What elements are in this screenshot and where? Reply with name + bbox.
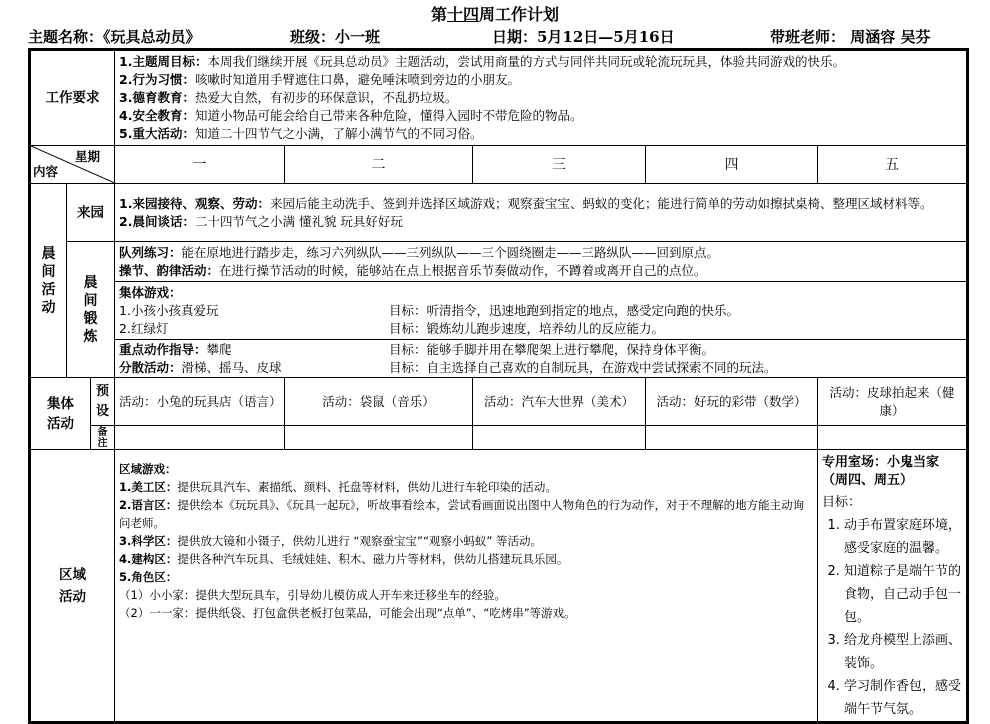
content-label: 内容 (33, 164, 59, 179)
requirements-row (30, 50, 968, 146)
queue-content: 队列练习：能在原地进行踏步走，练习六列纵队——三列纵队——三个圆绕圈走——三路纵队——回到原点。 操节、韵律活动：在进行操节活动的时候，能够站在点上根据音乐节奏做动作，不蹲着或离开自己的点位。 (115, 242, 968, 282)
theme-name: 主题名称：《玩具总动员》 (28, 28, 201, 46)
area-games: 区域游戏： 1.美工区：提供玩具汽车、素描纸、颜料、托盘等材料，供幼儿进行车轮印染的活动。 2.语言区：提供绘本《玩玩具》、《玩具一起玩》，听故事看绘本，尝试看画面说出图中人物角色的行为动作，对于不理解的地方能主动询问老师。 3.科学区：提供放大镜和小镊子，供幼儿进行 “观察蚕宝宝”“观察小蚂蚁” 等活动。 4.建构区：提供各种汽车玩具、毛绒娃娃、积木、磁力片等材料，供幼儿搭建玩具乐园。 5.角色区： （1）小小家：提供大型玩具车，引导幼儿模仿成人开车来迁移坐车的经验。 （2）一一家：提供纸袋、打包盒供老板打包菜品，可能会出现“点单”、“吃烤串”等游戏。 (115, 450, 818, 723)
teachers: 带班老师： 周涵容 吴芬 (770, 28, 931, 46)
area-label: 区域活动 (30, 450, 115, 723)
key-action-content: 重点动作指导：攀爬 目标：能够手脚并用在攀爬架上进行攀爬，保持身体平衡。 分散活动：滑梯、摇马、皮球 目标：自主选择自己喜欢的自制玩具，在游戏中尝试探索不同的玩法。 (115, 340, 968, 378)
special-room-title: 专用室场：小鬼当家（周四、周五） (822, 455, 940, 488)
area-row (30, 450, 968, 723)
special-room-goals: 1. 动手布置家庭环境，感受家庭的温馨。 2. 知道粽子是端午节的食物，自己动手包一包。 3. 给龙舟模型上添画、装饰。 4. 学习制作香包，感受端午节气氛。 (822, 514, 962, 721)
note-friday (818, 426, 968, 450)
day-wednesday: 三 (473, 146, 646, 184)
req-item: 1.主题周目标：本周我们继续开展《玩具总动员》主题活动，尝试用商量的方式与同伴共同玩或轮流玩玩具，体验共同游戏的快乐。 (119, 54, 845, 69)
page-title (0, 2, 990, 25)
week-number: 十四 (446, 5, 479, 24)
arrival-row (30, 184, 968, 242)
arrival-label: 来园 (67, 184, 115, 242)
activity-thursday: 活动：好玩的彩带（数学） (646, 378, 818, 426)
req-item: 3.德育教育：热爱大自然，有初步的环保意识，不乱扔垃圾。 (119, 90, 458, 105)
class-name: 班级：小一班 (290, 28, 381, 46)
title-suffix: 周工作计划 (479, 5, 560, 24)
note-row (30, 426, 968, 450)
day-thursday: 四 (646, 146, 818, 184)
group-game-row (30, 282, 968, 340)
day-tuesday: 二 (285, 146, 473, 184)
activity-wednesday: 活动：汽车大世界（美术） (473, 378, 646, 426)
morning-label: 晨间活动 (30, 184, 67, 378)
arrival-content: 1.来园接待、观察、劳动：来园后能主动洗手、签到并选择区域游戏；观察蚕宝宝、蚂蚁的变化；能进行简单的劳动如擦拭桌椅、整理区域材料等。 2.晨间谈话：二十四节气之小满 懂礼貌 玩具好好玩 (115, 184, 968, 242)
note-wednesday (473, 426, 646, 450)
req-item: 2.行为习惯：咳嗽时知道用手臂遮住口鼻，避免唾沫喷到旁边的小朋友。 (119, 72, 520, 87)
requirements-label: 工作要求 (30, 50, 115, 146)
activity-monday: 活动：小兔的玩具店（语言） (115, 378, 285, 426)
day-friday: 五 (818, 146, 968, 184)
activity-friday: 活动：皮球拍起来（健康） (818, 378, 968, 426)
note-monday (115, 426, 285, 450)
plan-label: 预设 (91, 378, 115, 426)
note-thursday (646, 426, 818, 450)
requirements-content (115, 50, 968, 146)
title-prefix: 第 (430, 5, 447, 24)
req-item: 5.重大活动：知道二十四节气之小满，了解小满节气的不同习俗。 (119, 126, 483, 141)
week-header-row (30, 146, 968, 184)
note-label: 备注 (91, 426, 115, 450)
special-room: 专用室场：小鬼当家（周四、周五） 目标： 1. 动手布置家庭环境，感受家庭的温馨。 2. 知道粽子是端午节的食物，自己动手包一包。 3. 给龙舟模型上添画、装饰。 4. 学习制作香包，感受端午节气氛。 (818, 450, 968, 723)
key-action-row (30, 340, 968, 378)
group-game-content: 集体游戏： 1.小孩小孩真爱玩 目标：听清指令，迅速地跑到指定的地点，感受定向跑的快乐。 2.红绿灯 目标：锻炼幼儿跑步速度，培养幼儿的反应能力。 (115, 282, 968, 340)
date-range: 日期：5月12日—5月16日 (492, 28, 675, 46)
group-activity-row (30, 378, 968, 426)
week-header-corner (30, 146, 115, 184)
day-monday: 一 (115, 146, 285, 184)
exercise-label: 晨间锻炼 (67, 242, 115, 378)
req-item: 4.安全教育：知道小物品可能会给自己带来各种危险，懂得入园时不带危险的物品。 (119, 108, 583, 123)
activity-tuesday: 活动：袋鼠（音乐） (285, 378, 473, 426)
plan-table (28, 48, 969, 724)
group-activity-label: 集体活动 (30, 378, 91, 450)
note-tuesday (285, 426, 473, 450)
week-label: 星期 (75, 149, 101, 164)
queue-row (30, 242, 968, 282)
